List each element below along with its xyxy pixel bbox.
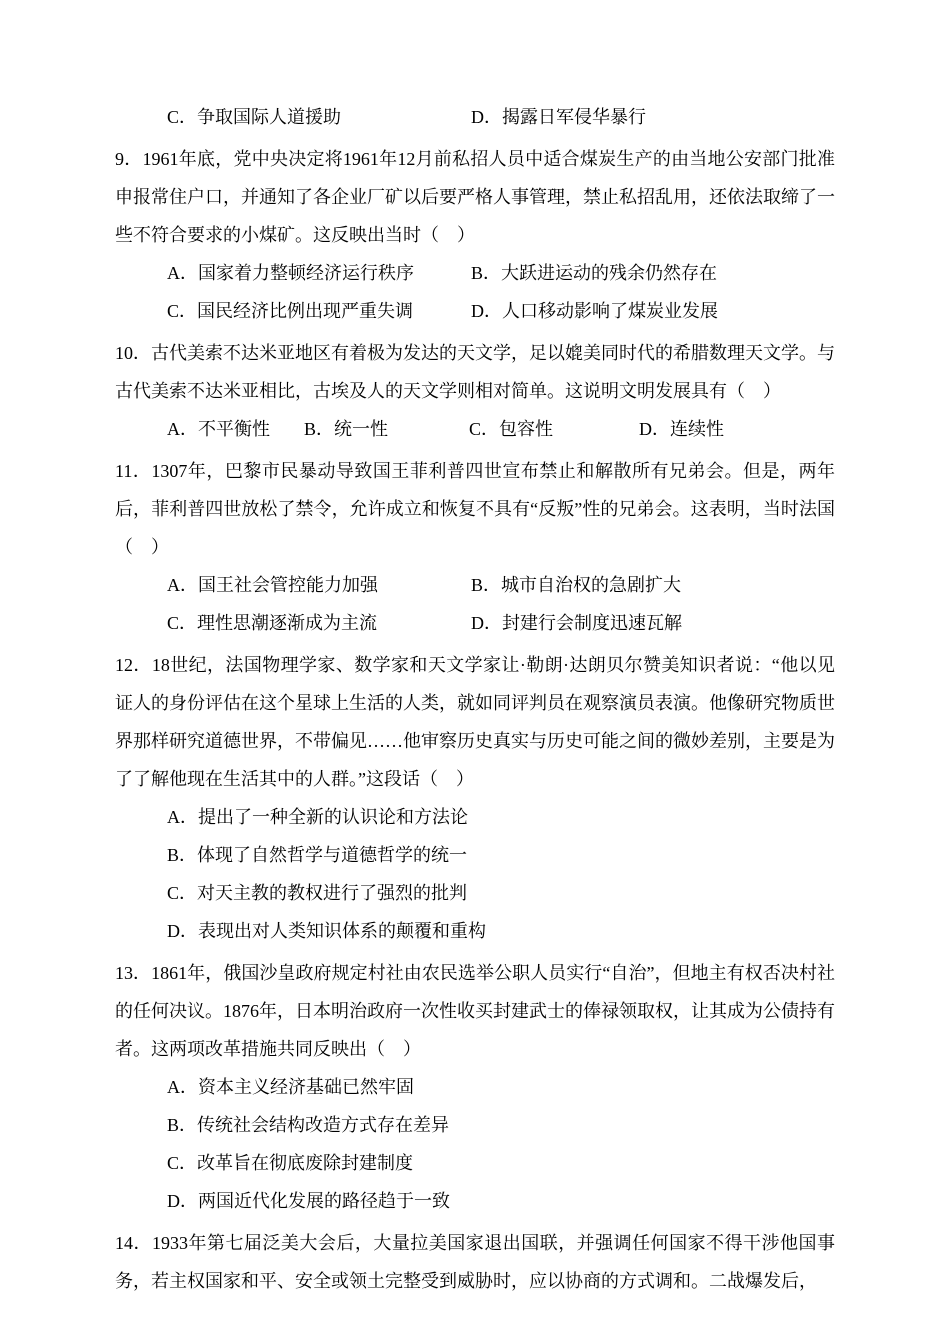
- option-item: C．对天主教的教权进行了强烈的批判: [167, 883, 468, 903]
- option-row: [115, 874, 835, 912]
- option-row: [115, 98, 835, 136]
- question-stem-text: 18世纪，法国物理学家、数学家和天文学家让·勒朗·达朗贝尔赞美知识者说：“他以见证人的身份评估在这个星球上生活的人类，就如同评判员在观察演员表演。他像研究物质世界那样研究道德世界，不带偏见……他审察历史真实与历史可能之间的微妙差别，主要是为了了解他现在生活其中的人群。”这段话（ ）: [115, 655, 836, 789]
- question-stem-text: 1933年第七届泛美大会后，大量拉美国家退出国联，并强调任何国家不得干涉他国事务，若主权国家和平、安全或领土完整受到威胁时，应以协商的方式调和。二战爆发后，: [115, 1233, 836, 1291]
- question-block: [115, 334, 835, 448]
- question-stem-text: 1961年底，党中央决定将1961年12月前私招人员中适合煤炭生产的由当地公安部门批准申报常住户口，并通知了各企业厂矿以后要严格人事管理，禁止私招乱用，还依法取缔了一些不符合要求的小煤矿。这反映出当时（ ）: [115, 149, 836, 245]
- option-item: A．国王社会管控能力加强: [167, 575, 378, 595]
- question-number: 9．: [115, 149, 143, 169]
- option-item: A．提出了一种全新的认识论和方法论: [167, 807, 468, 827]
- option-item: C．包容性: [469, 419, 554, 439]
- option-item: D．人口移动影响了煤炭业发展: [471, 301, 718, 321]
- question-stem: [115, 1224, 835, 1300]
- question-block: [115, 1224, 835, 1300]
- option-row: [115, 798, 835, 836]
- question-stem-text: 1861年，俄国沙皇政府规定村社由农民选举公职人员实行“自治”，但地主有权否决村社的任何决议。1876年，日本明治政府一次性收买封建武士的俸禄领取权，让其成为公债持有者。这两项改革措施共同反映出（ ）: [115, 963, 835, 1059]
- question-block: [115, 954, 835, 1220]
- option-row: [115, 1144, 835, 1182]
- question-stem-text: 古代美索不达米亚地区有着极为发达的天文学，足以媲美同时代的希腊数理天文学。与古代美索不达米亚相比，古埃及人的天文学则相对简单。这说明文明发展具有（ ）: [115, 343, 835, 401]
- option-item: C．国民经济比例出现严重失调: [167, 301, 414, 321]
- question-block: [115, 98, 835, 136]
- question-block: [115, 140, 835, 330]
- question-number: 11．: [115, 461, 152, 481]
- option-item: B．传统社会结构改造方式存在差异: [167, 1115, 450, 1135]
- question-number: 13．: [115, 963, 152, 983]
- option-row: [115, 604, 835, 642]
- option-item: B．统一性: [304, 419, 389, 439]
- option-item: A．不平衡性: [167, 419, 270, 439]
- option-item: D．揭露日军侵华暴行: [471, 107, 646, 127]
- option-row: [115, 410, 835, 448]
- option-row: [115, 254, 835, 292]
- option-item: B．城市自治权的急剧扩大: [471, 575, 682, 595]
- option-row: [115, 566, 835, 604]
- question-stem: [115, 452, 835, 566]
- question-stem: [115, 646, 835, 798]
- option-row: [115, 1182, 835, 1220]
- question-number: 10．: [115, 343, 151, 363]
- question-number: 12．: [115, 655, 152, 675]
- option-item: D．两国近代化发展的路径趋于一致: [167, 1191, 450, 1211]
- question-stem: [115, 140, 835, 254]
- option-item: A．资本主义经济基础已然牢固: [167, 1077, 414, 1097]
- option-item: D．连续性: [639, 419, 724, 439]
- option-item: C．改革旨在彻底废除封建制度: [167, 1153, 414, 1173]
- option-row: [115, 912, 835, 950]
- option-item: C．理性思潮逐渐成为主流: [167, 613, 378, 633]
- option-item: D．表现出对人类知识体系的颠覆和重构: [167, 921, 486, 941]
- option-item: B．大跃进运动的残余仍然存在: [471, 263, 718, 283]
- question-stem: [115, 954, 835, 1068]
- option-item: C．争取国际人道援助: [167, 107, 342, 127]
- option-row: [115, 836, 835, 874]
- question-stem-text: 1307年，巴黎市民暴动导致国王菲利普四世宣布禁止和解散所有兄弟会。但是，两年后，菲利普四世放松了禁令，允许成立和恢复不具有“反叛”性的兄弟会。这表明，当时法国（ ）: [115, 461, 835, 557]
- option-item: A．国家着力整顿经济运行秩序: [167, 263, 414, 283]
- question-stem: [115, 334, 835, 410]
- question-number: 14．: [115, 1233, 152, 1253]
- option-item: D．封建行会制度迅速瓦解: [471, 613, 682, 633]
- option-item: B．体现了自然哲学与道德哲学的统一: [167, 845, 468, 865]
- option-row: [115, 292, 835, 330]
- option-row: [115, 1106, 835, 1144]
- question-block: [115, 646, 835, 950]
- option-row: [115, 1068, 835, 1106]
- question-list: [115, 98, 835, 1300]
- question-block: [115, 452, 835, 642]
